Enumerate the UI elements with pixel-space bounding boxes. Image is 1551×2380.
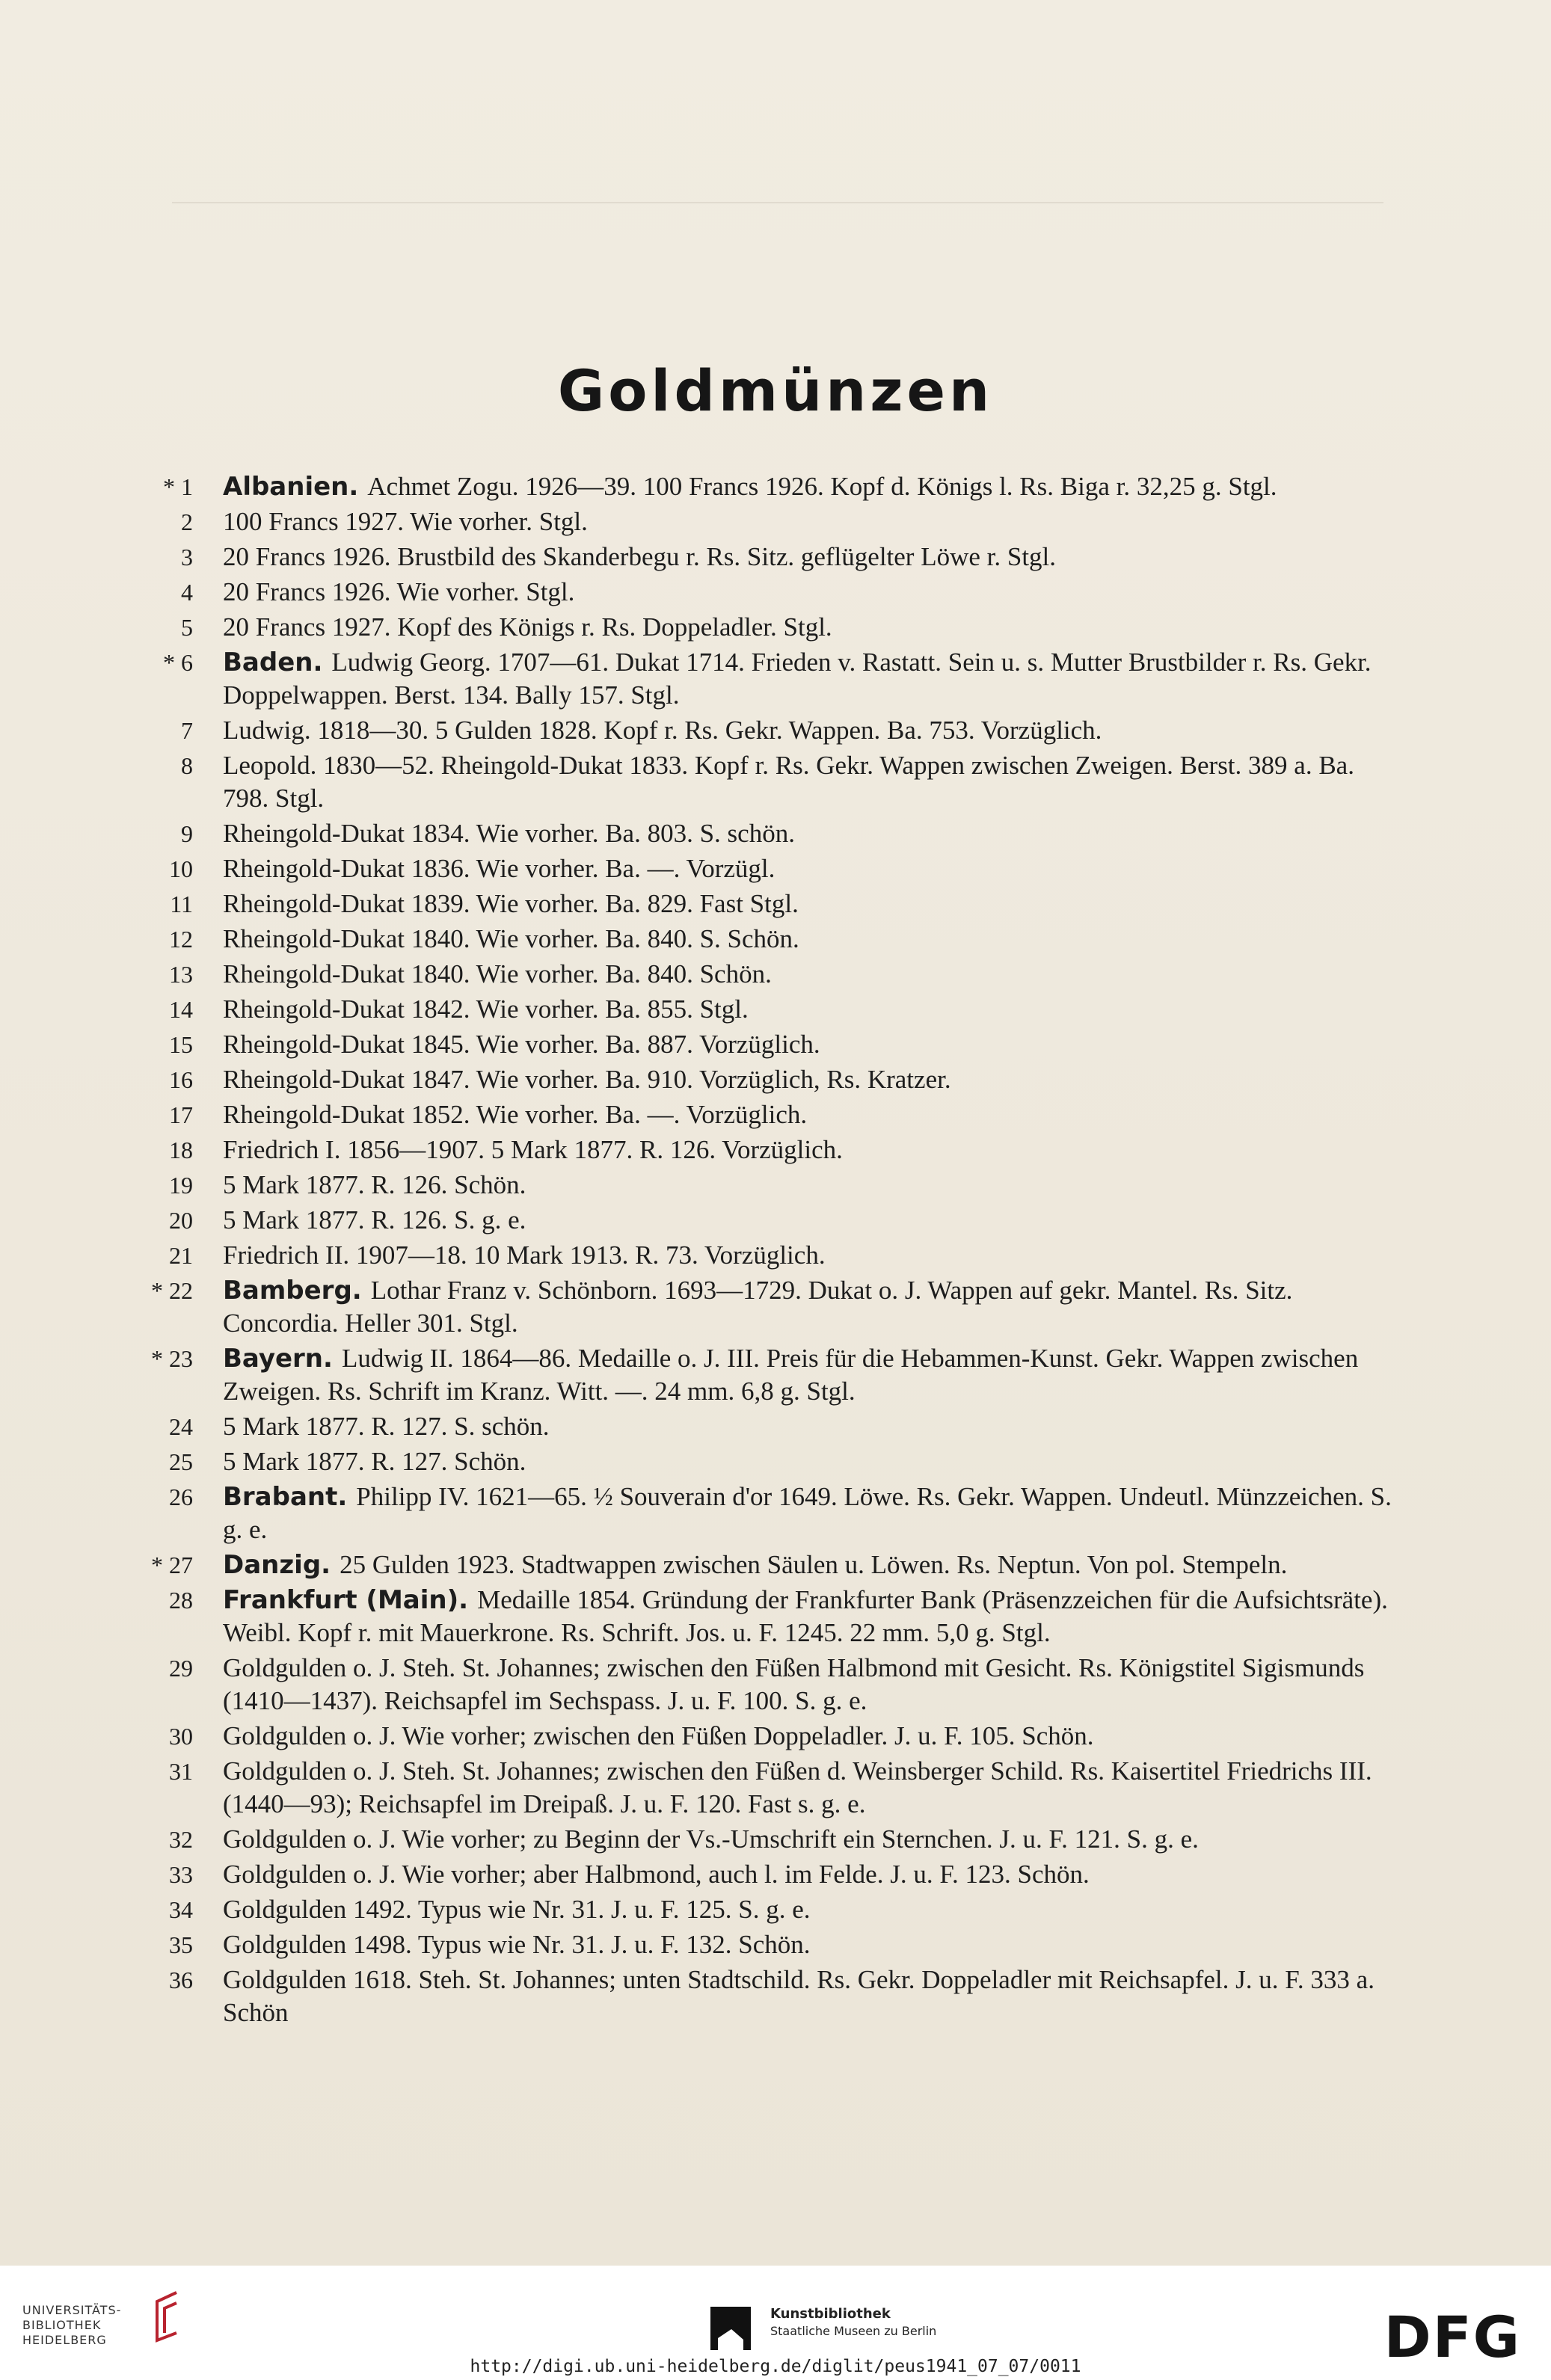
lot-number: 33 [169, 1861, 193, 1888]
region-heading: Bamberg. [223, 1276, 362, 1306]
region-heading: Brabant. [223, 1482, 348, 1512]
lot-description [223, 1963, 1398, 2029]
lot-text: Lothar Franz v. Schönborn. 1693—1729. Dukat o. J. Wappen auf gekr. Mantel. Rs. Sitz. Concordia. Heller 301. Stgl. [223, 1276, 1293, 1338]
lot-number: 8 [181, 752, 193, 779]
lot-number: 9 [181, 820, 193, 847]
list-item [112, 1822, 1398, 1857]
lot-number: 14 [169, 996, 193, 1023]
lot-text: Rheingold-Dukat 1839. Wie vorher. Ba. 829. Fast Stgl. [223, 889, 799, 918]
lot-description [223, 957, 1398, 991]
lot-number: 11 [170, 891, 193, 917]
list-item [112, 1548, 1398, 1583]
lot-number: 7 [181, 717, 193, 744]
region-heading: Danzig. [223, 1550, 331, 1580]
list-item [112, 1754, 1398, 1822]
lot-text: 20 Francs 1926. Wie vorher. Stgl. [223, 577, 575, 606]
lot-description [223, 1754, 1398, 1821]
list-item [112, 540, 1398, 575]
lot-number: 35 [169, 1931, 193, 1958]
lot-number: 31 [169, 1758, 193, 1785]
lot-description [223, 1063, 1398, 1096]
lot-number: 17 [169, 1101, 193, 1128]
lot-number: 16 [169, 1066, 193, 1093]
lot-description [223, 1857, 1398, 1891]
lot-number: 21 [169, 1242, 193, 1269]
lot-description [223, 1203, 1398, 1237]
list-item [112, 1027, 1398, 1063]
lot-description [223, 852, 1398, 885]
list-item [112, 1098, 1398, 1133]
lot-number: 20 [169, 1207, 193, 1234]
lot-number: * 23 [151, 1345, 193, 1372]
lot-description [223, 540, 1398, 574]
lot-text: 25 Gulden 1923. Stadtwappen zwischen Säulen u. Löwen. Rs. Neptun. Von pol. Stempeln. [340, 1550, 1288, 1579]
coin-list [112, 470, 1398, 2031]
lot-text: Friedrich I. 1856—1907. 5 Mark 1877. R. 126. Vorzüglich. [223, 1135, 843, 1164]
lot-number: 3 [181, 544, 193, 571]
lot-text: Ludwig II. 1864—86. Medaille o. J. III. Preis für die Hebammen-Kunst. Gekr. Wappen zwischen Zweigen. Rs. Schrift im Kranz. Witt. —. 24 mm. 6,8 g. Stgl. [223, 1344, 1359, 1406]
university-library-label [22, 2303, 121, 2348]
lot-description [223, 1341, 1398, 1408]
lot-number: 28 [169, 1587, 193, 1614]
page-title: Goldmünzen [557, 357, 994, 424]
lot-description [223, 1719, 1398, 1753]
lot-number: 13 [169, 961, 193, 988]
lot-text: 5 Mark 1877. R. 127. S. schön. [223, 1412, 550, 1441]
lot-number: 29 [169, 1655, 193, 1682]
lot-text: 100 Francs 1927. Wie vorher. Stgl. [223, 507, 588, 536]
lot-number: 12 [169, 926, 193, 953]
lot-description [223, 1445, 1398, 1478]
lot-text: 5 Mark 1877. R. 127. Schön. [223, 1447, 526, 1476]
lot-text: 20 Francs 1927. Kopf des Königs r. Rs. Doppeladler. Stgl. [223, 612, 832, 642]
lot-text: Friedrich II. 1907—18. 10 Mark 1913. R. 73. Vorzüglich. [223, 1240, 826, 1270]
lot-text: Rheingold-Dukat 1840. Wie vorher. Ba. 840. S. Schön. [223, 924, 799, 953]
list-item [112, 748, 1398, 817]
lot-description [223, 1168, 1398, 1202]
region-heading: Bayern. [223, 1344, 333, 1374]
lot-description [223, 575, 1398, 609]
lot-description [223, 1548, 1398, 1581]
lot-number: 34 [169, 1896, 193, 1923]
list-item [112, 887, 1398, 922]
lot-number: 19 [169, 1172, 193, 1199]
list-item [112, 470, 1398, 505]
lot-text: Goldgulden 1618. Steh. St. Johannes; unten Stadtschild. Rs. Gekr. Doppeladler mit Reichsapfel. J. u. F. 333 a. Schön [223, 1965, 1375, 2027]
lot-text: Goldgulden o. J. Wie vorher; zwischen den Füßen Doppeladler. J. u. F. 105. Schön. [223, 1721, 1094, 1750]
lot-number: * 1 [163, 473, 193, 500]
list-item [112, 1719, 1398, 1754]
list-item [112, 1963, 1398, 2031]
lot-description [223, 1822, 1398, 1856]
list-item [112, 1238, 1398, 1273]
list-item [112, 1480, 1398, 1548]
list-item [112, 713, 1398, 748]
region-heading: Baden. [223, 648, 323, 677]
lot-description [223, 1098, 1398, 1131]
list-item [112, 1445, 1398, 1480]
list-item [112, 852, 1398, 887]
lot-text: Rheingold-Dukat 1834. Wie vorher. Ba. 803. S. schön. [223, 819, 795, 848]
lot-description [223, 470, 1398, 503]
lot-text: Goldgulden o. J. Steh. St. Johannes; zwischen den Füßen Halbmond mit Gesicht. Rs. Königstitel Sigismunds (1410—1437). Reichsapfel im Sechspass. J. u. F. 100. S. g. e. [223, 1653, 1365, 1715]
list-item [112, 1651, 1398, 1719]
lot-description [223, 1409, 1398, 1443]
list-item [112, 1168, 1398, 1203]
lot-description [223, 505, 1398, 538]
lot-number: 10 [169, 855, 193, 882]
lot-text: Philipp IV. 1621—65. ½ Souverain d'or 1649. Löwe. Rs. Gekr. Wappen. Undeutl. Münzzeichen. S. g. e. [223, 1482, 1392, 1544]
lot-description [223, 1480, 1398, 1546]
lot-number: * 22 [151, 1277, 193, 1304]
university-logo-icon [142, 2288, 190, 2348]
lot-number: * 6 [163, 649, 193, 676]
region-heading: Frankfurt (Main). [223, 1585, 469, 1615]
kunstbibliothek-label [770, 2305, 936, 2340]
lot-description [223, 1238, 1398, 1272]
list-item [112, 575, 1398, 610]
lot-text: Medaille 1854. Gründung der Frankfurter Bank (Präsenzzeichen für die Aufsichtsräte). Weibl. Kopf r. mit Mauerkrone. Rs. Schrift. Jos. u. F. 1245. 22 mm. 5,0 g. Stgl. [223, 1585, 1388, 1647]
lot-number: 26 [169, 1483, 193, 1510]
lot-text: Rheingold-Dukat 1852. Wie vorher. Ba. —. Vorzüglich. [223, 1100, 808, 1129]
kunstbibliothek-logo-icon [710, 2307, 751, 2350]
lot-text: Goldgulden o. J. Wie vorher; zu Beginn der Vs.-Umschrift ein Sternchen. J. u. F. 121. S. g. e. [223, 1824, 1199, 1854]
lot-text: Achmet Zogu. 1926—39. 100 Francs 1926. Kopf d. Königs l. Rs. Biga r. 32,25 g. Stgl. [367, 472, 1277, 501]
lot-text: Rheingold-Dukat 1842. Wie vorher. Ba. 855. Stgl. [223, 994, 749, 1024]
lot-text: Rheingold-Dukat 1840. Wie vorher. Ba. 840. Schön. [223, 959, 772, 988]
lot-number: 36 [169, 1967, 193, 1993]
list-item [112, 1063, 1398, 1098]
lot-description [223, 1133, 1398, 1166]
list-item [112, 1409, 1398, 1445]
list-item [112, 1273, 1398, 1341]
list-item [112, 645, 1398, 713]
list-item [112, 922, 1398, 957]
list-item [112, 1203, 1398, 1238]
footer [0, 2266, 1551, 2380]
bleed-through-rule [172, 202, 1383, 203]
lot-text: 20 Francs 1926. Brustbild des Skanderbegu r. Rs. Sitz. geflügelter Löwe r. Stgl. [223, 542, 1057, 571]
lot-number: 5 [181, 614, 193, 641]
lot-text: Goldgulden 1492. Typus wie Nr. 31. J. u. F. 125. S. g. e. [223, 1895, 811, 1924]
lot-description [223, 1027, 1398, 1061]
lot-text: Leopold. 1830—52. Rheingold-Dukat 1833. Kopf r. Rs. Gekr. Wappen zwischen Zweigen. Berst. 389 a. Ba. 798. Stgl. [223, 751, 1354, 813]
lot-number: 32 [169, 1826, 193, 1853]
lot-description [223, 1892, 1398, 1926]
list-item [112, 1133, 1398, 1168]
lot-description [223, 645, 1398, 712]
lot-description [223, 713, 1398, 747]
lot-description [223, 992, 1398, 1026]
list-item [112, 610, 1398, 645]
lot-description [223, 922, 1398, 956]
list-item [112, 817, 1398, 852]
lot-description [223, 748, 1398, 815]
source-url-link[interactable]: http://digi.ub.uni-heidelberg.de/diglit/peus1941_07_07/0011 [470, 2357, 1081, 2376]
lot-text: Goldgulden o. J. Wie vorher; aber Halbmond, auch l. im Felde. J. u. F. 123. Schön. [223, 1860, 1090, 1889]
list-item [112, 957, 1398, 992]
lot-text: Goldgulden 1498. Typus wie Nr. 31. J. u. F. 132. Schön. [223, 1930, 811, 1959]
lot-number: 24 [169, 1413, 193, 1440]
lot-number: 4 [181, 579, 193, 606]
lot-number: 25 [169, 1448, 193, 1475]
lot-text: Ludwig Georg. 1707—61. Dukat 1714. Frieden v. Rastatt. Sein u. s. Mutter Brustbilder r. Rs. Gekr. Doppelwappen. Berst. 134. Bally 157. Stgl. [223, 648, 1372, 710]
list-item [112, 1583, 1398, 1651]
list-item [112, 992, 1398, 1027]
lot-text: Rheingold-Dukat 1847. Wie vorher. Ba. 910. Vorzüglich, Rs. Kratzer. [223, 1065, 951, 1094]
lot-number: 15 [169, 1031, 193, 1058]
lot-description [223, 1583, 1398, 1649]
lot-number: 30 [169, 1723, 193, 1750]
lot-description [223, 817, 1398, 850]
list-item [112, 1892, 1398, 1928]
lot-number: 18 [169, 1137, 193, 1163]
lot-text: Rheingold-Dukat 1845. Wie vorher. Ba. 887. Vorzüglich. [223, 1030, 820, 1059]
list-item [112, 505, 1398, 540]
uni-line: BIBLIOTHEK [22, 2318, 102, 2332]
lot-description [223, 1928, 1398, 1961]
lot-description [223, 610, 1398, 644]
lot-description [223, 1651, 1398, 1718]
uni-line: UNIVERSITÄTS- [22, 2303, 122, 2317]
lot-text: Rheingold-Dukat 1836. Wie vorher. Ba. —. Vorzügl. [223, 854, 776, 883]
kb-name: Kunstbibliothek [770, 2306, 891, 2322]
lot-description [223, 1273, 1398, 1340]
lot-text: Goldgulden o. J. Steh. St. Johannes; zwischen den Füßen d. Weinsberger Schild. Rs. Kaisertitel Friedrichs III. (1440—93); Reichsapfel im Dreipaß. J. u. F. 120. Fast s. g. e. [223, 1756, 1372, 1818]
region-heading: Albanien. [223, 472, 359, 502]
lot-text: 5 Mark 1877. R. 126. S. g. e. [223, 1205, 526, 1234]
uni-line: HEIDELBERG [22, 2333, 107, 2347]
dfg-logo: DFG [1383, 2304, 1521, 2370]
list-item [112, 1857, 1398, 1892]
kb-subtitle: Staatliche Museen zu Berlin [770, 2324, 937, 2338]
lot-text: 5 Mark 1877. R. 126. Schön. [223, 1170, 526, 1199]
lot-number: 2 [181, 508, 193, 535]
lot-text: Ludwig. 1818—30. 5 Gulden 1828. Kopf r. Rs. Gekr. Wappen. Ba. 753. Vorzüglich. [223, 716, 1102, 745]
lot-number: * 27 [151, 1552, 193, 1578]
list-item [112, 1341, 1398, 1409]
list-item [112, 1928, 1398, 1963]
lot-description [223, 887, 1398, 920]
